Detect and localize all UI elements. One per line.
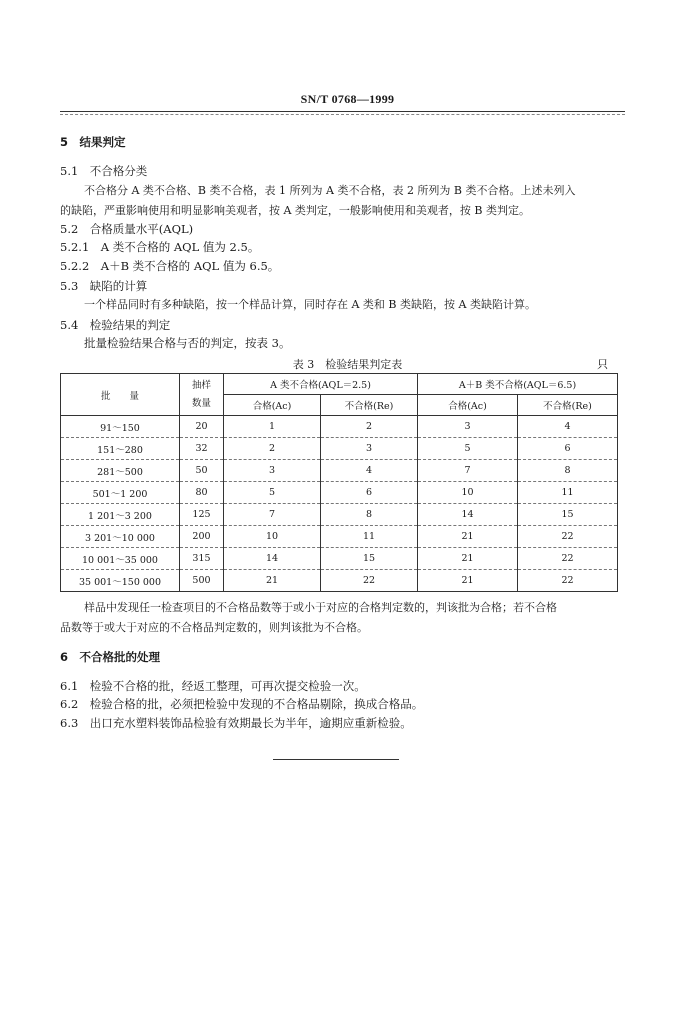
header-reject-a: 不合格(Re) bbox=[321, 395, 418, 416]
table-row bbox=[61, 438, 618, 460]
cell-reject-a: 15 bbox=[321, 548, 418, 570]
cell-reject-ab: 22 bbox=[518, 548, 618, 570]
cell-lot: 3 201～10 000 bbox=[61, 526, 180, 548]
table-caption: 表 3 检验结果判定表 bbox=[292, 358, 403, 371]
cell-reject-ab: 15 bbox=[518, 504, 618, 526]
header-group-a: A 类不合格(AQL＝2.5) bbox=[224, 374, 418, 395]
cell-sample: 200 bbox=[180, 526, 224, 548]
section-5-1-title: 5.1 不合格分类 bbox=[60, 164, 148, 178]
section-5-2-1: 5.2.1 A 类不合格的 AQL 值为 2.5。 bbox=[60, 240, 260, 254]
after-table-para-line1: 样品中发现任一检查项目的不合格品数等于或小于对应的合格判定数的，判该批为合格；若不合格 bbox=[84, 601, 557, 614]
cell-reject-ab: 22 bbox=[518, 526, 618, 548]
cell-lot: 35 001～150 000 bbox=[61, 570, 180, 592]
cell-sample: 315 bbox=[180, 548, 224, 570]
section-5-4-title: 5.4 检验结果的判定 bbox=[60, 318, 171, 332]
cell-sample: 125 bbox=[180, 504, 224, 526]
cell-reject-a: 22 bbox=[321, 570, 418, 592]
cell-sample: 500 bbox=[180, 570, 224, 592]
section-6-1: 6.1 检验不合格的批，经返工整理，可再次提交检验一次。 bbox=[60, 679, 366, 693]
table-unit: 只 bbox=[597, 358, 608, 371]
header-accept-a: 合格(Ac) bbox=[224, 395, 321, 416]
header-reject-ab: 不合格(Re) bbox=[518, 395, 618, 416]
section-5-4-para: 批量检验结果合格与否的判定，按表 3。 bbox=[84, 336, 291, 350]
cell-reject-a: 3 bbox=[321, 438, 418, 460]
cell-accept-ab: 3 bbox=[418, 416, 518, 438]
table-row bbox=[61, 416, 618, 438]
header-group-ab: A＋B 类不合格(AQL＝6.5) bbox=[418, 374, 618, 395]
cell-accept-ab: 21 bbox=[418, 570, 518, 592]
cell-sample: 20 bbox=[180, 416, 224, 438]
cell-lot: 281～500 bbox=[61, 460, 180, 482]
table-row bbox=[61, 548, 618, 570]
cell-reject-a: 11 bbox=[321, 526, 418, 548]
cell-accept-ab: 7 bbox=[418, 460, 518, 482]
cell-reject-ab: 11 bbox=[518, 482, 618, 504]
cell-lot: 91～150 bbox=[61, 416, 180, 438]
header-accept-ab: 合格(Ac) bbox=[418, 395, 518, 416]
header-rule-dashed bbox=[60, 114, 625, 115]
header-sample-line2: 数量 bbox=[191, 397, 211, 409]
cell-lot: 501～1 200 bbox=[61, 482, 180, 504]
cell-lot: 1 201～3 200 bbox=[61, 504, 180, 526]
cell-reject-ab: 22 bbox=[518, 570, 618, 592]
cell-accept-a: 7 bbox=[224, 504, 321, 526]
end-rule bbox=[273, 759, 399, 760]
cell-lot: 151～280 bbox=[61, 438, 180, 460]
header-lot-size: 批 量 bbox=[61, 374, 180, 416]
cell-lot: 10 001～35 000 bbox=[61, 548, 180, 570]
cell-accept-a: 5 bbox=[224, 482, 321, 504]
cell-accept-ab: 5 bbox=[418, 438, 518, 460]
cell-reject-a: 4 bbox=[321, 460, 418, 482]
cell-accept-a: 3 bbox=[224, 460, 321, 482]
cell-sample: 50 bbox=[180, 460, 224, 482]
cell-reject-ab: 4 bbox=[518, 416, 618, 438]
cell-accept-ab: 14 bbox=[418, 504, 518, 526]
section-5-3-para: 一个样品同时有多种缺陷，按一个样品计算，同时存在 A 类和 B 类缺陷，按 A 类缺陷计算。 bbox=[84, 298, 536, 311]
cell-accept-ab: 21 bbox=[418, 548, 518, 570]
cell-reject-a: 6 bbox=[321, 482, 418, 504]
cell-reject-ab: 8 bbox=[518, 460, 618, 482]
table-row bbox=[61, 482, 618, 504]
section-5-2-2: 5.2.2 A＋B 类不合格的 AQL 值为 6.5。 bbox=[60, 259, 280, 273]
cell-accept-ab: 10 bbox=[418, 482, 518, 504]
cell-accept-a: 14 bbox=[224, 548, 321, 570]
cell-accept-a: 21 bbox=[224, 570, 321, 592]
cell-sample: 32 bbox=[180, 438, 224, 460]
cell-accept-a: 1 bbox=[224, 416, 321, 438]
cell-accept-a: 10 bbox=[224, 526, 321, 548]
section-5-3-title: 5.3 缺陷的计算 bbox=[60, 279, 148, 293]
cell-reject-a: 2 bbox=[321, 416, 418, 438]
section-6-title: 6 不合格批的处理 bbox=[60, 650, 161, 664]
standard-code-header: SN/T 0768—1999 bbox=[300, 92, 395, 106]
cell-accept-ab: 21 bbox=[418, 526, 518, 548]
after-table-para-line2: 品数等于或大于对应的不合格品判定数的，则判该批为不合格。 bbox=[60, 621, 368, 634]
table-row bbox=[61, 460, 618, 482]
cell-reject-a: 8 bbox=[321, 504, 418, 526]
cell-sample: 80 bbox=[180, 482, 224, 504]
cell-accept-a: 2 bbox=[224, 438, 321, 460]
header-sample-size bbox=[180, 374, 224, 416]
section-6-3: 6.3 出口充水塑料装饰品检验有效期最长为半年，逾期应重新检验。 bbox=[60, 716, 412, 730]
section-5-title: 5 结果判定 bbox=[60, 135, 126, 149]
section-5-1-para-line2: 的缺陷，严重影响使用和明显影响美观者，按 A 类判定，一般影响使用和美观者，按 B 类判定。 bbox=[60, 204, 531, 217]
header-rule bbox=[60, 111, 625, 112]
table-row bbox=[61, 570, 618, 592]
section-6-2: 6.2 检验合格的批，必须把检验中发现的不合格品剔除，换成合格品。 bbox=[60, 697, 424, 711]
section-5-1-para-line1: 不合格分 A 类不合格、B 类不合格，表 1 所列为 A 类不合格，表 2 所列为 B 类不合格。上述未列入 bbox=[84, 184, 576, 197]
inspection-result-table bbox=[60, 373, 618, 592]
section-5-2-title: 5.2 合格质量水平(AQL) bbox=[60, 222, 194, 236]
table-row bbox=[61, 526, 618, 548]
header-sample-line1: 抽样 bbox=[191, 379, 211, 391]
table-row bbox=[61, 504, 618, 526]
cell-reject-ab: 6 bbox=[518, 438, 618, 460]
